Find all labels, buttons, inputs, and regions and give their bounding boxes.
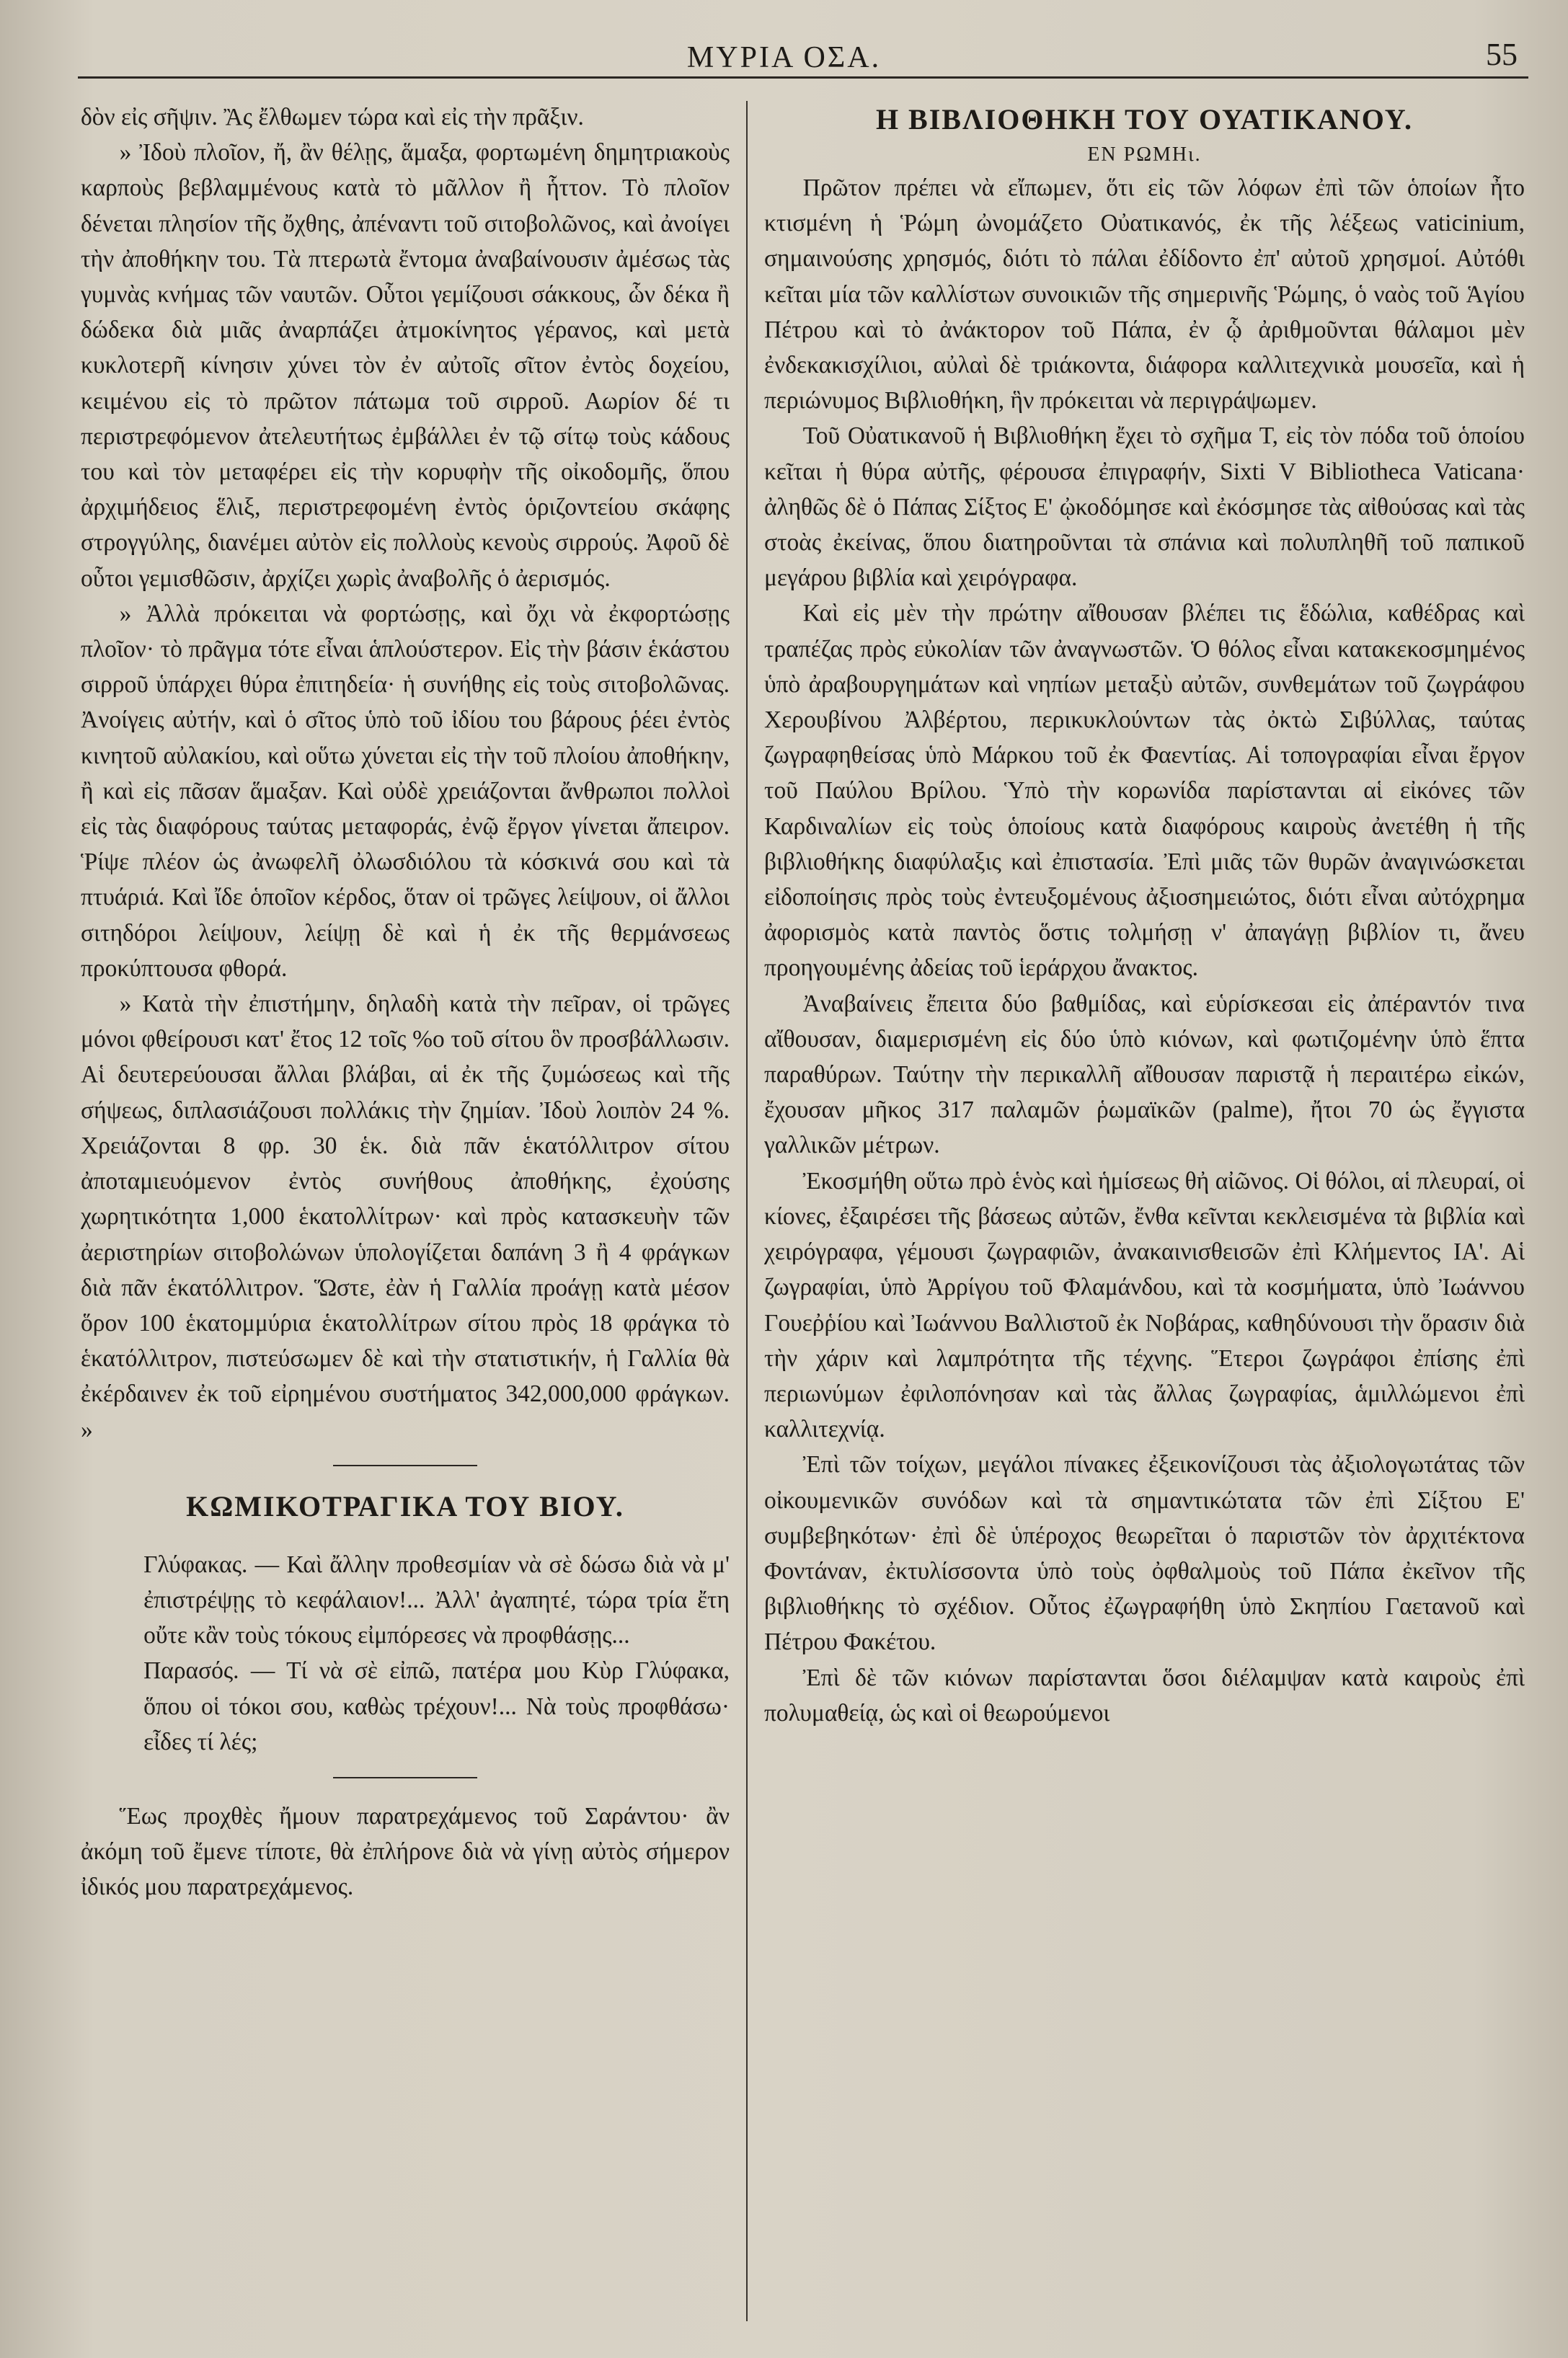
dialogue-line: Παρασός. — Τί νὰ σὲ εἰπῶ, πατέρα μου Κὺρ Γλύφακα, ὅπου οἱ τόκοι σου, καθὼς τρέχουν!... Νὰ τοὺς προφθάσω· εἶδες τί λές; xyxy=(143,1657,730,1755)
article-paragraph: Τοῦ Οὐατικανοῦ ἡ Βιβλιοθήκη ἔχει τὸ σχῆμα Τ, εἰς τὸν πόδα τοῦ ὁποίου κεῖται ἡ θύρα αὐτῆς, φέρουσα ἐπιγραφήν, Sixti V Bibliotheca Vaticana· ἀληθῶς δὲ ὁ Πάπας Σίξτος Ε' ᾠκοδόμησε καὶ ἐκόσμησε τὰς αἰθούσας καὶ τὰς στοὰς ἐκείνας, ὅπου διατηροῦνται τὰ σπάνια καὶ πολυπληθῆ τοῦ παπικοῦ μεγάρου βιβλία καὶ χειρόγραφα. xyxy=(764,422,1525,592)
left-column xyxy=(81,99,730,2327)
running-head xyxy=(0,26,1568,91)
right-column xyxy=(764,99,1525,2327)
page-number: 55 xyxy=(1486,37,1518,72)
section-rule xyxy=(333,1777,477,1778)
article-subtitle: ΕΝ ΡΩΜΗι. xyxy=(1087,143,1202,166)
article-paragraph: Ἐπὶ τῶν τοίχων, μεγάλοι πίνακες ἐξεικονίζουσι τὰς ἀξιολογωτάτας τῶν οἰκουμενικῶν συνόδων καὶ τὰ σημαντικώτατα τῶν ἐπὶ Σίξτου Ε' συμβεβηκότων· ἐπὶ δὲ ὑπέροχος θεωρεῖται ὁ παριστῶν τὸν ἀρχιτέκτονα Φοντάναν, ἐκτυλίσσοντα ὑπὸ τοὺς ὀφθαλμοὺς τοῦ Πάπα ἐκεῖνον τῆς βιβλιοθήκης τὸ σχέδιον. Οὗτος ἐζωγραφήθη ὑπὸ Σκηπίου Γαετανοῦ καὶ Πέτρου Φακέτου. xyxy=(764,1451,1525,1656)
section-title: ΚΩΜΙΚΟΤΡΑΓΙΚΑ ΤΟΥ ΒΙΟΥ. xyxy=(186,1489,624,1522)
article-paragraph: Ἐκοσμήθη οὕτω πρὸ ἑνὸς καὶ ἡμίσεως θἠ αἰῶνος. Οἱ θόλοι, αἱ πλευραί, οἱ κίονες, ἐξαιρέσει τῆς βάσεως αὐτῶν, ἔνθα κεῖνται κεκλεισμένα τὰ βιβλία καὶ χειρόγραφα, γέμουσι ζωγραφιῶν, ἀνακαινισθεισῶν ἐπὶ Κλήμεντος ΙΑ'. Αἱ ζωγραφίαι, ὑπὸ Ἀρρίγου τοῦ Φλαμάνδου, καὶ τὰ κοσμήματα, ὑπὸ Ἰωάννου Γουεῤῥίου καὶ Ἰωάννου Βαλλιστοῦ ἐκ Νοβάρας, καθηδύνουσι τὴν ὅρασιν διὰ τὴν χάριν καὶ λαμπρότητα τῆς τέχνης. Ἕτεροι ζωγράφοι ἐπίσης ἐπὶ περιωνύμων ἐφιλοπόνησαν καὶ τὰς ἄλλας ζωγραφίας, ἁμιλλώμενοι ἐπὶ καλλιτεχνίᾳ. xyxy=(764,1167,1525,1443)
article-paragraph: » Ἰδοὺ πλοῖον, ἤ, ἂν θέλῃς, ἅμαξα, φορτωμένη δημητριακοὺς καρποὺς βεβλαμμένους κατὰ τὸ μᾶλλον ἢ ἧττον. Τὸ πλοῖον δένεται πλησίον τῆς ὄχθης, ἀπέναντι τοῦ σιτοβολῶνος, καὶ ἀνοίγει τὴν ἀποθήκην του. Τὰ πτερωτὰ ἔντομα ἀναβαίνουσιν ἀμέσως τὰς γυμνὰς κνήμας τῶν ναυτῶν. Οὗτοι γεμίζουσι σάκκους, ὧν δέκα ἢ δώδεκα διὰ μιᾶς ἀναρπάζει ἀτμοκίνητος γέρανος, καὶ μετὰ κυκλοτερῆ κίνησιν χύνει τὸν ἐν αὐτοῖς σῖτον ἐντὸς δοχείου, κειμένου εἰς τὸ πρῶτον πάτωμα τοῦ σιρροῦ. Αωρίον δέ τι περιστρεφόμενον ἀτελευτήτως ἐμβάλλει ἐν τῷ σίτῳ τοὺς κάδους του καὶ τὸν μεταφέρει εἰς τὴν κορυφὴν τῆς οἰκοδομῆς, ὅπου ἀρχιμήδειος ἕλιξ, περιστρεφομένη ἐντὸς ὁριζοντείου σκάφης στρογγύλης, διανέμει αὐτὸν εἰς πολλοὺς κενοὺς σιρρούς. Ἀφοῦ δὲ οὗτοι γεμισθῶσιν, ἀρχίζει χωρὶς ἀναβολῆς ὁ ἀερισμός. xyxy=(81,139,730,592)
closing-paragraph: Ἕως προχθὲς ἤμουν παρατρεχάμενος τοῦ Σαράντου· ἂν ἀκόμη τοῦ ἔμενε τίποτε, θὰ ἐπλήρονε διὰ νὰ γίνῃ αὐτὸς σήμερον ἰδικός μου παρατρεχάμενος. xyxy=(81,1802,730,1901)
article-paragraph: δὸν εἰς σῆψιν. Ἂς ἔλθωμεν τώρα καὶ εἰς τὴν πρᾶξιν. xyxy=(81,104,584,130)
article-paragraph: » Ἀλλὰ πρόκειται νὰ φορτώσῃς, καὶ ὄχι νὰ ἐκφορτώσῃς πλοῖον· τὸ πρᾶγμα τότε εἶναι ἁπλούστερον. Εἰς τὴν βάσιν ἑκάστου σιρροῦ ὑπάρχει θύρα ἐπιτηδεία· ἡ συνήθης εἰς τοὺς σιτοβολῶνας. Ἀνοίγεις αὐτήν, καὶ ὁ σῖτος ὑπὸ τοῦ ἰδίου του βάρους ῥέει ἐντὸς κινητοῦ αὐλακίου, καὶ οὕτω χύνεται εἰς τὴν τοῦ πλοίου ἀποθήκην, ἢ καὶ εἰς πᾶσαν ἅμαξαν. Καὶ οὐδὲ χρειάζονται ἄνθρωποι πολλοὶ εἰς τὰς διαφόρους ταύτας μεταφοράς, ἐνῷ ἔργον γίνεται ἄπειρον. Ῥίψε πλέον ὡς ἀνωφελῆ ὀλωσδιόλου τὰ κόσκινά σου καὶ τὰ πτυάριά. Καὶ ἴδε ὁποῖον κέρδος, ὅταν οἱ τρῶγες λείψουν, οἱ ἄλλοι σιτηδόροι λείψουν, λείψῃ δὲ καὶ ἡ ἐκ τῆς θερμάνσεως προκύπτουσα φθορά. xyxy=(81,600,730,982)
spacer xyxy=(81,1527,730,1547)
article-paragraph: » Κατὰ τὴν ἐπιστήμην, δηλαδὴ κατὰ τὴν πεῖραν, οἱ τρῶγες μόνοι φθείρουσι κατ' ἔτος 12 τοῖς %ο τοῦ σίτου ὃν προσβάλλωσιν. Αἱ δευτερεύουσαι ἄλλαι βλάβαι, αἱ ἐκ τῆς ζυμώσεως καὶ τῆς σήψεως, διπλασιάζουσι πολλάκις τὴν ζημίαν. Ἰδοὺ λοιπὸν 24 %. Χρειάζονται 8 φρ. 30 ἑκ. διὰ πᾶν ἑκατόλλιτρον σίτου ἀποταμιευόμενον ἐντὸς συνήθους ἀποθήκης, ἐχούσης χωρητικότητα 1,000 ἑκατολλίτρων· καὶ πρὸς κατασκευὴν τῶν ἀεριστηρίων σιτοβολώνων ὑπολογίζεται δαπάνη 3 ἢ 4 φράγκων διὰ πᾶν ἑκατόλλιτρον. Ὥστε, ἐὰν ἡ Γαλλία προάγῃ κατὰ μέσον ὅρον 100 ἑκατομμύρια ἑκατολλίτρων σίτου πρὸς 18 φράγκα τὸ ἑκατόλλιτρον, πιστεύσωμεν δὲ καὶ τὴν στατιστικήν, ἡ Γαλλία θὰ ἐκέρδαινεν ἐκ τοῦ εἰρημένου συστήματος 342,000,000 φράγκων. » xyxy=(81,990,730,1443)
section-rule xyxy=(333,1465,477,1466)
header-rule xyxy=(78,76,1528,79)
article-title: Η ΒΙΒΛΙΟΘΗΚΗ ΤΟΥ ΟΥΑΤΙΚΑΝΟΥ. xyxy=(875,103,1414,136)
article-paragraph: Πρῶτον πρέπει νὰ εἴπωμεν, ὅτι εἰς τῶν λόφων ἐπὶ τῶν ὁποίων ἦτο κτισμένη ἡ Ῥώμη ὠνομάζετο Οὐατικανός, ἐκ τῆς λέξεως vaticinium, σημαινούσης χρησμός, διότι τὸ πάλαι ἐδίδοντο ἐπ' αὐτοῦ χρησμοί. Αὐτόθι κεῖται μία τῶν καλλίστων συνοικιῶν τῆς σημερινῆς Ῥώμης, ὁ ναὸς τοῦ Ἁγίου Πέτρου καὶ τὸ ἀνάκτορον τοῦ Πάπα, ἐν ᾧ ἀριθμοῦνται θάλαμοι μὲν ἐνδεκακισχίλιοι, αὐλαὶ δὲ τριάκοντα, διάφορα καλλιτεχνικὰ μουσεῖα, καὶ ἡ περιώνυμος Βιβλιοθήκη, ἣν πρόκειται νὰ περιγράψωμεν. xyxy=(764,174,1525,415)
article-paragraph: Ἐπὶ δὲ τῶν κιόνων παρίστανται ὅσοι διέλαμψαν κατὰ καιροὺς ἐπὶ πολυμαθείᾳ, ὡς καὶ οἱ θεωρούμενοι xyxy=(764,1664,1525,1727)
dialogue-line: Γλύφακας. — Καὶ ἄλλην προθεσμίαν νὰ σὲ δώσω διὰ νὰ μ' ἐπιστρέψῃς τὸ κεφάλαιον!... Ἀλλ' ἀγαπητέ, τώρα τρία ἔτη οὔτε κἂν τοὺς τόκους εἰμπόρεσες νὰ προφθάσῃς... xyxy=(143,1551,730,1649)
running-title: ΜΥΡΙΑ ΟΣΑ. xyxy=(686,41,882,74)
article-paragraph: Ἀναβαίνεις ἔπειτα δύο βαθμίδας, καὶ εὑρίσκεσαι εἰς ἀπέραντόν τινα αἴθουσαν, διαμερισμένη εἰς δύο ὑπὸ κιόνων, καὶ φωτιζομένην ὑπὸ ἕπτα παραθύρων. Ταύτην τὴν περικαλλῆ αἴθουσαν παριστᾷ ἡ περαιτέρω εἰκών, ἔχουσαν μῆκος 317 παλαμῶν ῥωμαϊκῶν (palme), ἤτοι 70 ὡς ἔγγιστα γαλλικῶν μέτρων. xyxy=(764,990,1525,1159)
article-paragraph: Καὶ εἰς μὲν τὴν πρώτην αἴθουσαν βλέπει τις ἕδώλια, καθέδρας καὶ τραπέζας πρὸς εὐκολίαν τῶν ἀναγνωστῶν. Ὁ θόλος εἶναι κατακεκοσμημένος ὑπὸ ἀραβουργημάτων καὶ νηπίων μεταξὺ αὐτῶν, συνθεμάτων τοῦ ζωγράφου Χερουβίνου Ἀλβέρτου, περικυκλούντων τὰς ὀκτὼ Σιβύλλας, ταύτας ζωγραφηθείσας ὑπὸ Μάρκου τοῦ ἐκ Φαεντίας. Αἱ τοπογραφίαι εἶναι ἔργον τοῦ Παύλου Βρίλου. Ὑπὸ τὴν κορωνίδα παρίστανται αἱ εἰκόνες τῶν Καρδιναλίων εἰς τοὺς ὁποίους κατὰ διαφόρους καιροὺς ἀνετέθη ἡ τῆς βιβλιοθήκης διαφύλαξις καὶ ἐπιστασία. Ἐπὶ μιᾶς τῶν θυρῶν ἀναγινώσκεται εἰδοποίησις πρὸς τοὺς ἐντευξομένους ἀξιοσημειώτος, διότι εἶναι αὐτόχρημα ἀφορισμὸς κατὰ παντὸς ὅστις τολμήσῃ ν' ἀπαγάγῃ βιβλίον τι, ἄνευ προηγουμένης ἀδείας τοῦ ἱεράρχου ἄνακτος. xyxy=(764,600,1525,982)
column-divider xyxy=(746,101,748,2321)
